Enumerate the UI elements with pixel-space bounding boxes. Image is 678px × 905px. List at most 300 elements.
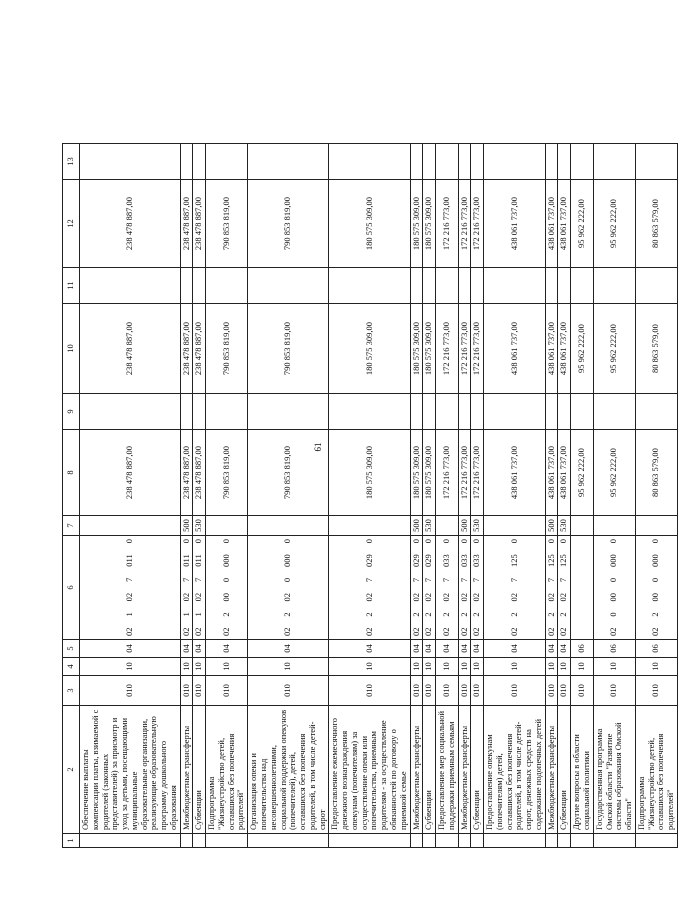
target-article-part: 125 bbox=[508, 554, 519, 567]
target-article-part: 0 bbox=[608, 612, 619, 617]
amount-col-8: 80 863 579,00 bbox=[635, 430, 677, 516]
table-row bbox=[180, 58, 193, 848]
amount-col-11 bbox=[80, 268, 181, 304]
amount-col-10: 80 863 579,00 bbox=[635, 304, 677, 394]
rotated-page bbox=[62, 58, 676, 848]
expense-type-code: 530 bbox=[558, 516, 571, 536]
target-article-part: 1 bbox=[123, 612, 134, 617]
target-article-part: 000 bbox=[220, 554, 231, 567]
target-article-code bbox=[193, 536, 206, 640]
target-article-part: 1 bbox=[180, 612, 191, 617]
target-article-part: 0 bbox=[471, 539, 482, 544]
column-number: 11 bbox=[63, 268, 80, 304]
expense-type-code bbox=[635, 516, 677, 536]
target-article-part: 033 bbox=[440, 554, 451, 567]
subsection-code: 04 bbox=[423, 640, 436, 658]
expense-type-code bbox=[571, 516, 594, 536]
amount-col-12: 95 962 222,00 bbox=[593, 180, 635, 268]
section-code: 10 bbox=[206, 658, 248, 676]
target-article-code bbox=[471, 536, 484, 640]
row-name: Подпрограмма "Жизнеустройство детей, оставшихся без попечения родителей" bbox=[635, 706, 677, 834]
table-row bbox=[80, 58, 181, 848]
amount-col-8: 438 061 737,00 bbox=[545, 430, 558, 516]
table-row bbox=[458, 58, 471, 848]
amount-col-10: 790 853 819,00 bbox=[248, 304, 329, 394]
target-article-part: 2 bbox=[423, 612, 434, 617]
target-article-parts bbox=[559, 539, 569, 636]
subsection-code: 04 bbox=[436, 640, 459, 658]
table-row bbox=[593, 58, 635, 848]
amount-col-13 bbox=[458, 144, 471, 180]
row-name: Субвенции bbox=[423, 706, 436, 834]
row-name: Другие вопросы в области социальной политики bbox=[571, 706, 594, 834]
section-code: 10 bbox=[458, 658, 471, 676]
amount-col-8: 238 478 887,00 bbox=[193, 430, 206, 516]
subsection-code: 04 bbox=[484, 640, 546, 658]
grbs-code: 010 bbox=[423, 676, 436, 706]
amount-col-10: 180 575 309,00 bbox=[329, 304, 410, 394]
expense-type-code bbox=[248, 516, 329, 536]
target-article-part: 02 bbox=[458, 592, 469, 602]
target-article-parts bbox=[125, 539, 135, 636]
target-article-part: 7 bbox=[458, 577, 469, 583]
column-number: 7 bbox=[63, 516, 80, 536]
target-article-code bbox=[545, 536, 558, 640]
amount-col-8: 172 216 773,00 bbox=[436, 430, 459, 516]
amount-col-11 bbox=[436, 268, 459, 304]
target-article-parts bbox=[283, 539, 293, 636]
row-name: Межбюджетные трансферты bbox=[410, 706, 423, 834]
target-article-part: 02 bbox=[410, 592, 421, 602]
target-article-part: 2 bbox=[363, 612, 374, 617]
section-code: 10 bbox=[248, 658, 329, 676]
target-article-part: 00 bbox=[220, 592, 231, 602]
row-name: Субвенции bbox=[558, 706, 571, 834]
table-row bbox=[193, 58, 206, 848]
target-article-part: 029 bbox=[423, 554, 434, 567]
target-article-part: 02 bbox=[363, 627, 374, 636]
target-article-part: 029 bbox=[410, 554, 421, 567]
target-article-part: 7 bbox=[558, 577, 569, 583]
row-index-cell bbox=[80, 834, 181, 848]
table-body bbox=[80, 58, 678, 848]
target-article-parts bbox=[222, 539, 232, 636]
target-article-part: 0 bbox=[220, 577, 231, 583]
amount-col-9 bbox=[571, 394, 594, 430]
subsection-code: 06 bbox=[571, 640, 594, 658]
target-article-part: 7 bbox=[193, 577, 204, 582]
amount-col-10: 172 216 773,00 bbox=[471, 304, 484, 394]
target-article-code bbox=[571, 536, 594, 640]
amount-col-11 bbox=[180, 268, 193, 304]
target-article-part: 033 bbox=[471, 554, 482, 567]
target-article-part: 7 bbox=[123, 577, 134, 582]
target-article-code bbox=[558, 536, 571, 640]
amount-col-11 bbox=[471, 268, 484, 304]
amount-col-11 bbox=[484, 268, 546, 304]
amount-col-13 bbox=[545, 144, 558, 180]
target-article-part: 2 bbox=[282, 612, 293, 617]
target-article-part: 0 bbox=[508, 539, 519, 544]
amount-col-8: 790 853 819,00 bbox=[206, 430, 248, 516]
row-name: Межбюджетные трансферты bbox=[180, 706, 193, 834]
grbs-code: 010 bbox=[558, 676, 571, 706]
target-article-parts bbox=[442, 539, 452, 636]
target-article-part: 02 bbox=[558, 627, 569, 636]
target-article-code bbox=[329, 536, 410, 640]
subsection-code: 04 bbox=[206, 640, 248, 658]
amount-col-13 bbox=[248, 144, 329, 180]
row-index-cell bbox=[436, 834, 459, 848]
amount-col-12: 238 478 887,00 bbox=[193, 180, 206, 268]
column-number-row bbox=[63, 58, 80, 848]
table-row bbox=[635, 58, 677, 848]
amount-col-9 bbox=[484, 394, 546, 430]
column-number: 6 bbox=[63, 536, 80, 640]
table-row bbox=[571, 58, 594, 848]
amount-col-8: 438 061 737,00 bbox=[484, 430, 546, 516]
amount-col-8: 172 216 773,00 bbox=[458, 430, 471, 516]
target-article-code bbox=[180, 536, 193, 640]
target-article-part: 0 bbox=[608, 577, 619, 583]
table-row bbox=[471, 58, 484, 848]
column-number: 3 bbox=[63, 676, 80, 706]
grbs-code: 010 bbox=[193, 676, 206, 706]
section-code: 10 bbox=[571, 658, 594, 676]
amount-col-9 bbox=[436, 394, 459, 430]
row-name: Предоставление мер социальной поддержки приемным семьям bbox=[436, 706, 459, 834]
row-index-cell bbox=[635, 834, 677, 848]
amount-col-11 bbox=[571, 268, 594, 304]
amount-col-10: 172 216 773,00 bbox=[458, 304, 471, 394]
amount-col-12: 790 853 819,00 bbox=[206, 180, 248, 268]
section-code: 10 bbox=[80, 658, 181, 676]
amount-col-8: 438 061 737,00 bbox=[558, 430, 571, 516]
subsection-code: 04 bbox=[193, 640, 206, 658]
target-article-part: 02 bbox=[180, 592, 191, 602]
amount-col-13 bbox=[410, 144, 423, 180]
target-article-part: 029 bbox=[363, 554, 374, 567]
subsection-code: 04 bbox=[80, 640, 181, 658]
target-article-part: 7 bbox=[440, 577, 451, 583]
amount-col-10: 180 575 309,00 bbox=[410, 304, 423, 394]
expense-type-code: 530 bbox=[423, 516, 436, 536]
grbs-code: 010 bbox=[458, 676, 471, 706]
amount-col-11 bbox=[593, 268, 635, 304]
target-article-part: 02 bbox=[282, 592, 293, 602]
target-article-part: 0 bbox=[558, 539, 569, 544]
amount-col-9 bbox=[193, 394, 206, 430]
table-row bbox=[329, 58, 410, 848]
target-article-part: 02 bbox=[508, 592, 519, 602]
amount-col-10: 438 061 737,00 bbox=[545, 304, 558, 394]
subsection-code: 04 bbox=[558, 640, 571, 658]
target-article-part: 0 bbox=[363, 539, 374, 544]
target-article-part: 011 bbox=[180, 554, 191, 567]
amount-col-9 bbox=[80, 394, 181, 430]
row-index-cell bbox=[193, 834, 206, 848]
target-article-part: 2 bbox=[440, 612, 451, 617]
table-row bbox=[423, 58, 436, 848]
row-index-cell bbox=[329, 834, 410, 848]
section-code: 10 bbox=[436, 658, 459, 676]
amount-col-12: 438 061 737,00 bbox=[484, 180, 546, 268]
column-number: 8 bbox=[63, 430, 80, 516]
grbs-code: 010 bbox=[635, 676, 677, 706]
budget-table bbox=[62, 57, 678, 848]
amount-col-13 bbox=[80, 144, 181, 180]
amount-col-10: 238 478 887,00 bbox=[193, 304, 206, 394]
row-index-cell bbox=[484, 834, 546, 848]
target-article-part: 7 bbox=[545, 577, 556, 583]
grbs-code: 010 bbox=[80, 676, 181, 706]
table-row bbox=[248, 58, 329, 848]
amount-col-12: 95 962 222,00 bbox=[571, 180, 594, 268]
amount-col-13 bbox=[206, 144, 248, 180]
target-article-part: 02 bbox=[471, 592, 482, 602]
row-index-cell bbox=[206, 834, 248, 848]
target-article-parts bbox=[460, 539, 470, 636]
grbs-code: 010 bbox=[206, 676, 248, 706]
row-name: Предоставление опекунам (попечителям) детей, оставшихся без попечения родителей, в том числе детей-сирот, денежных средств на содержание подопечных детей bbox=[484, 706, 546, 834]
section-code: 10 bbox=[410, 658, 423, 676]
amount-col-8: 95 962 222,00 bbox=[571, 430, 594, 516]
amount-col-8: 790 853 819,00 bbox=[248, 430, 329, 516]
amount-col-11 bbox=[410, 268, 423, 304]
target-article-code bbox=[410, 536, 423, 640]
section-code: 10 bbox=[593, 658, 635, 676]
target-article-code bbox=[593, 536, 635, 640]
table-row bbox=[545, 58, 558, 848]
row-name: Межбюджетные трансферты bbox=[458, 706, 471, 834]
table-row bbox=[436, 58, 459, 848]
column-number: 10 bbox=[63, 304, 80, 394]
expense-type-code: 530 bbox=[471, 516, 484, 536]
row-name: Обеспечение выплаты компенсации платы, взимаемой с родителей (законных представителей) за присмотр и уход за детьми, посещающими муниципальные образовательные организации, реализующие образовательную программу дошкольного образования bbox=[80, 706, 181, 834]
amount-col-13 bbox=[484, 144, 546, 180]
amount-col-12: 80 863 579,00 bbox=[635, 180, 677, 268]
amount-col-10: 180 575 309,00 bbox=[423, 304, 436, 394]
subsection-code: 06 bbox=[635, 640, 677, 658]
amount-col-10: 238 478 887,00 bbox=[80, 304, 181, 394]
grbs-code: 010 bbox=[571, 676, 594, 706]
table-row bbox=[558, 58, 571, 848]
target-article-part: 0 bbox=[458, 539, 469, 544]
target-article-part: 0 bbox=[545, 539, 556, 544]
target-article-part: 02 bbox=[193, 592, 204, 602]
target-article-part: 02 bbox=[558, 592, 569, 602]
expense-type-code bbox=[484, 516, 546, 536]
amount-col-9 bbox=[410, 394, 423, 430]
target-article-part: 02 bbox=[545, 627, 556, 636]
target-article-parts bbox=[510, 539, 520, 636]
subsection-code: 04 bbox=[248, 640, 329, 658]
target-article-parts bbox=[412, 539, 422, 636]
target-article-part: 0 bbox=[650, 577, 661, 583]
row-index-cell bbox=[593, 834, 635, 848]
amount-col-12: 438 061 737,00 bbox=[545, 180, 558, 268]
target-article-code bbox=[436, 536, 459, 640]
target-article-part: 000 bbox=[608, 554, 619, 567]
target-article-part: 0 bbox=[410, 539, 421, 544]
amount-col-10: 438 061 737,00 bbox=[558, 304, 571, 394]
column-number: 4 bbox=[63, 658, 80, 676]
table-row bbox=[410, 58, 423, 848]
subsection-code: 04 bbox=[471, 640, 484, 658]
subsection-code: 06 bbox=[593, 640, 635, 658]
target-article-code bbox=[248, 536, 329, 640]
amount-col-13 bbox=[558, 144, 571, 180]
amount-col-11 bbox=[193, 268, 206, 304]
target-article-part: 2 bbox=[508, 612, 519, 617]
table-row bbox=[484, 58, 546, 848]
section-code: 10 bbox=[558, 658, 571, 676]
row-index-cell bbox=[248, 834, 329, 848]
row-name: Межбюджетные трансферты bbox=[545, 706, 558, 834]
amount-col-12: 180 575 309,00 bbox=[329, 180, 410, 268]
section-code: 10 bbox=[180, 658, 193, 676]
amount-col-8: 238 478 887,00 bbox=[180, 430, 193, 516]
amount-col-12: 172 216 773,00 bbox=[471, 180, 484, 268]
row-name: Организация опеки и попечительства над несовершеннолетними, социальной поддержки опекунов (попечителей), детей, оставшихся без попечения родителей, в том числе детей-сирот bbox=[248, 706, 329, 834]
target-article-code bbox=[423, 536, 436, 640]
amount-col-12: 180 575 309,00 bbox=[410, 180, 423, 268]
column-number: 13 bbox=[63, 144, 80, 180]
amount-col-11 bbox=[558, 268, 571, 304]
amount-col-8: 180 575 309,00 bbox=[423, 430, 436, 516]
amount-col-10: 95 962 222,00 bbox=[571, 304, 594, 394]
subsection-code: 04 bbox=[180, 640, 193, 658]
amount-col-8: 172 216 773,00 bbox=[471, 430, 484, 516]
amount-col-9 bbox=[458, 394, 471, 430]
target-article-part: 0 bbox=[423, 539, 434, 544]
target-article-parts bbox=[609, 539, 619, 636]
target-article-part: 02 bbox=[123, 627, 134, 636]
grbs-code: 010 bbox=[248, 676, 329, 706]
amount-col-8: 238 478 887,00 bbox=[80, 430, 181, 516]
amount-col-9 bbox=[593, 394, 635, 430]
grbs-code: 010 bbox=[436, 676, 459, 706]
amount-col-11 bbox=[329, 268, 410, 304]
row-index-cell bbox=[558, 834, 571, 848]
target-article-part: 0 bbox=[608, 539, 619, 544]
target-article-part: 00 bbox=[650, 592, 661, 602]
expense-type-code: 530 bbox=[193, 516, 206, 536]
row-name: Субвенции bbox=[471, 706, 484, 834]
amount-col-8: 180 575 309,00 bbox=[329, 430, 410, 516]
grbs-code: 010 bbox=[329, 676, 410, 706]
target-article-part: 02 bbox=[423, 627, 434, 636]
expense-type-code bbox=[329, 516, 410, 536]
target-article-part: 02 bbox=[410, 627, 421, 636]
page-number: 61 bbox=[313, 442, 323, 452]
target-article-parts bbox=[182, 539, 192, 636]
target-article-part: 000 bbox=[650, 554, 661, 567]
grbs-code: 010 bbox=[180, 676, 193, 706]
expense-type-code: 500 bbox=[545, 516, 558, 536]
target-article-code bbox=[484, 536, 546, 640]
target-article-part: 2 bbox=[220, 612, 231, 617]
amount-col-9 bbox=[471, 394, 484, 430]
amount-col-9 bbox=[545, 394, 558, 430]
target-article-part: 011 bbox=[123, 554, 134, 567]
subsection-code: 04 bbox=[545, 640, 558, 658]
amount-col-13 bbox=[436, 144, 459, 180]
amount-col-13 bbox=[635, 144, 677, 180]
amount-col-11 bbox=[635, 268, 677, 304]
column-number: 1 bbox=[63, 834, 80, 848]
grbs-code: 010 bbox=[471, 676, 484, 706]
target-article-part: 2 bbox=[471, 612, 482, 617]
target-article-part: 2 bbox=[650, 612, 661, 617]
amount-col-10: 438 061 737,00 bbox=[484, 304, 546, 394]
amount-col-13 bbox=[471, 144, 484, 180]
amount-col-13 bbox=[180, 144, 193, 180]
target-article-part: 125 bbox=[545, 554, 556, 567]
target-article-part: 0 bbox=[193, 539, 204, 544]
target-article-part: 000 bbox=[282, 554, 293, 567]
section-code: 10 bbox=[471, 658, 484, 676]
target-article-part: 125 bbox=[558, 554, 569, 567]
amount-col-12: 172 216 773,00 bbox=[458, 180, 471, 268]
subsection-code: 04 bbox=[329, 640, 410, 658]
target-article-part: 02 bbox=[545, 592, 556, 602]
row-index-cell bbox=[545, 834, 558, 848]
target-article-part: 7 bbox=[423, 577, 434, 583]
target-article-part: 02 bbox=[423, 592, 434, 602]
row-index-cell bbox=[471, 834, 484, 848]
target-article-part: 2 bbox=[458, 612, 469, 617]
target-article-part: 02 bbox=[458, 627, 469, 636]
target-article-part: 2 bbox=[545, 612, 556, 617]
subsection-code: 04 bbox=[458, 640, 471, 658]
section-code: 10 bbox=[329, 658, 410, 676]
target-article-code bbox=[80, 536, 181, 640]
target-article-part: 02 bbox=[123, 592, 134, 602]
target-article-parts bbox=[424, 539, 434, 636]
section-code: 10 bbox=[484, 658, 546, 676]
amount-col-9 bbox=[206, 394, 248, 430]
target-article-part: 02 bbox=[220, 627, 231, 636]
amount-col-9 bbox=[635, 394, 677, 430]
amount-col-8: 180 575 309,00 bbox=[410, 430, 423, 516]
amount-col-13 bbox=[593, 144, 635, 180]
target-article-part: 7 bbox=[508, 577, 519, 583]
section-code: 10 bbox=[545, 658, 558, 676]
target-article-part: 0 bbox=[440, 539, 451, 544]
row-index-cell bbox=[180, 834, 193, 848]
target-article-part: 0 bbox=[220, 539, 231, 544]
target-article-part: 02 bbox=[608, 627, 619, 636]
target-article-part: 0 bbox=[282, 577, 293, 583]
target-article-part: 02 bbox=[180, 627, 191, 636]
target-article-part: 0 bbox=[180, 539, 191, 544]
target-article-part: 02 bbox=[193, 627, 204, 636]
expense-type-code: 500 bbox=[458, 516, 471, 536]
row-name: Подпрограмма "Жизнеустройство детей, оставшихся без попечения родителей" bbox=[206, 706, 248, 834]
column-number: 2 bbox=[63, 706, 80, 834]
amount-col-11 bbox=[248, 268, 329, 304]
amount-col-9 bbox=[248, 394, 329, 430]
target-article-parts bbox=[472, 539, 482, 636]
expense-type-code bbox=[436, 516, 459, 536]
target-article-part: 02 bbox=[282, 627, 293, 636]
target-article-part: 011 bbox=[193, 554, 204, 567]
target-article-code bbox=[206, 536, 248, 640]
amount-col-11 bbox=[545, 268, 558, 304]
amount-col-9 bbox=[180, 394, 193, 430]
amount-col-10: 95 962 222,00 bbox=[593, 304, 635, 394]
